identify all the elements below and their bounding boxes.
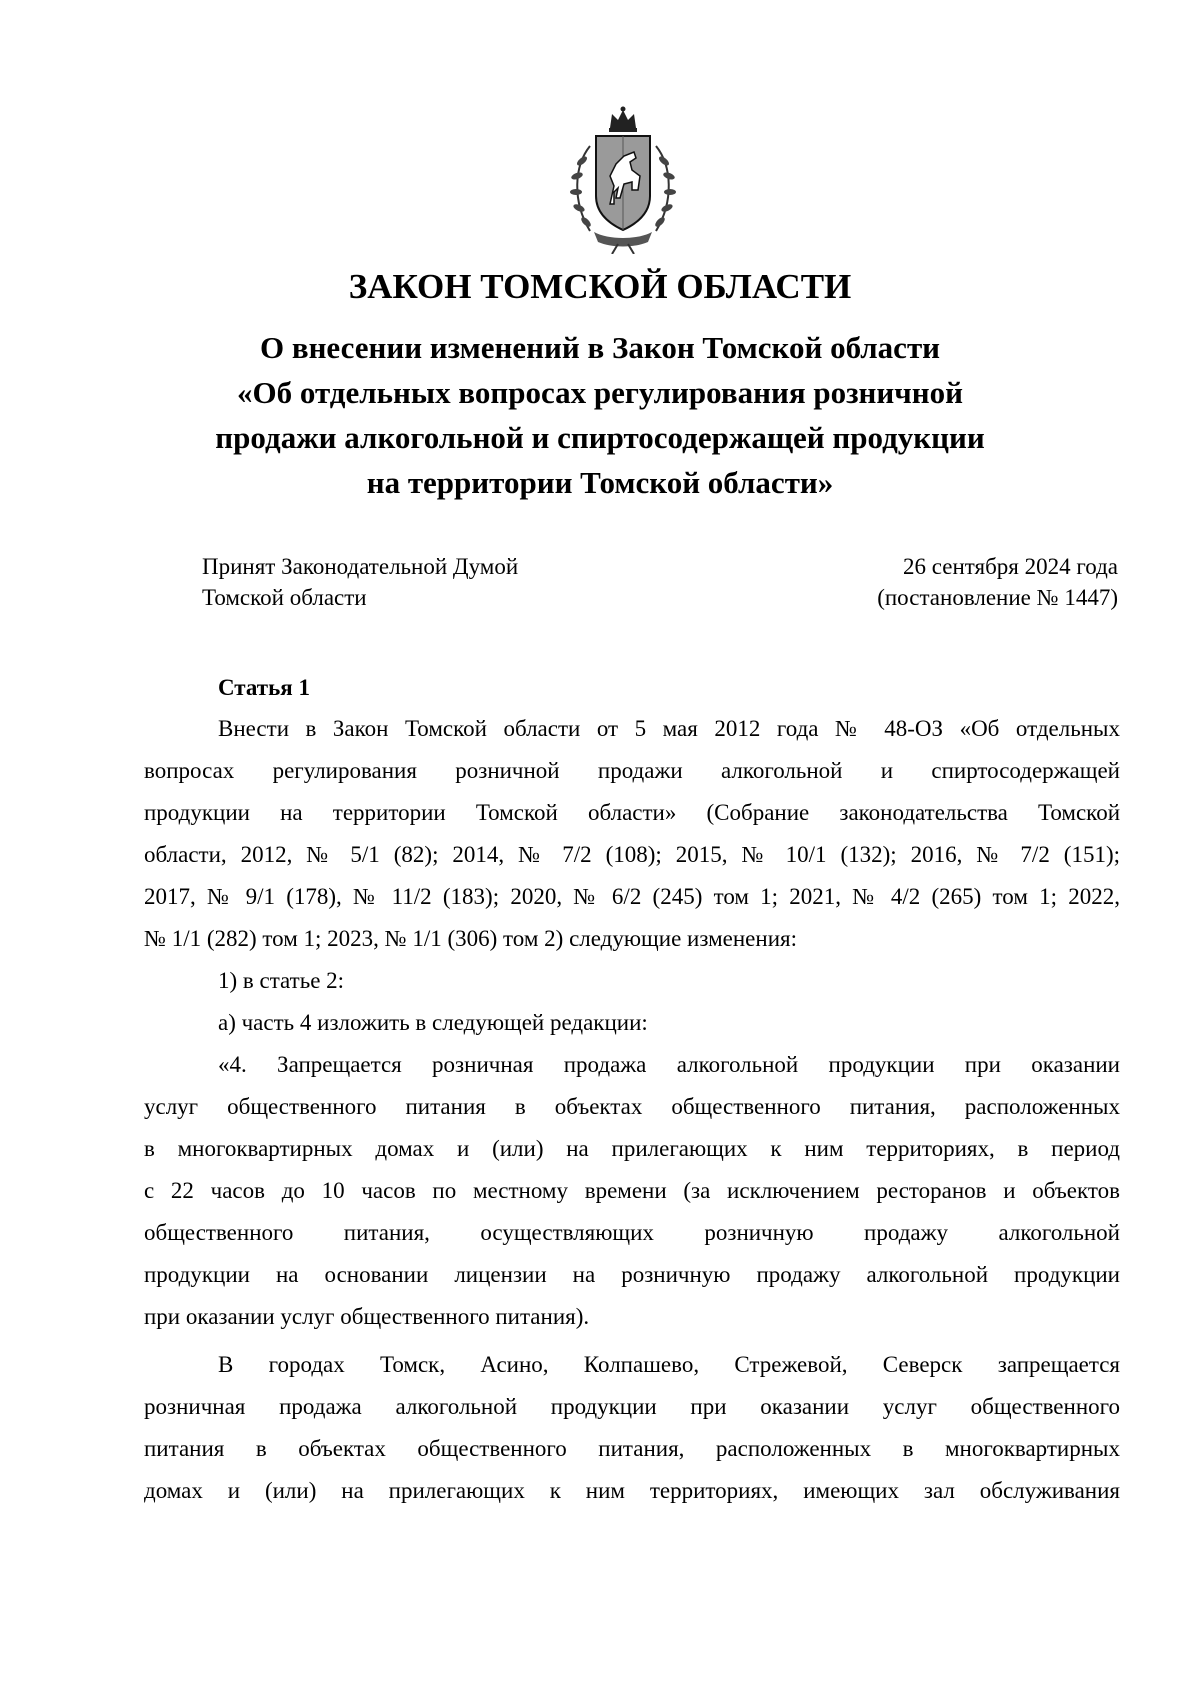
- adopted-by-line: Томской области: [202, 585, 367, 610]
- article-heading: Статья 1: [218, 675, 310, 700]
- body-line: а) часть 4 изложить в следующей редакции:: [218, 1010, 648, 1035]
- adoption-date-block: [877, 551, 1118, 613]
- adoption-date: 26 сентября 2024 года: [903, 554, 1118, 579]
- subtitle-line: «Об отдельных вопросах регулирования розничной: [237, 375, 963, 410]
- body-line: розничная продажа алкогольной продукции при оказании услуг общественного: [144, 1394, 1120, 1419]
- law-subtitle: [0, 325, 1200, 505]
- resolution-number: (постановление № 1447): [877, 585, 1118, 610]
- body-line: 2017, № 9/1 (178), № 11/2 (183); 2020, № 6/2 (245) том 1; 2021, № 4/2 (265) том 1; 2022,: [144, 884, 1120, 909]
- body-line: вопросах регулирования розничной продажи алкогольной и спиртосодержащей: [144, 758, 1120, 783]
- body-line: домах и (или) на прилегающих к ним территориях, имеющих зал обслуживания: [144, 1478, 1120, 1503]
- subtitle-line: на территории Томской области»: [366, 465, 834, 500]
- body-line: В городах Томск, Асино, Колпашево, Стрежевой, Северск запрещается: [218, 1352, 1120, 1377]
- subtitle-line: продажи алкогольной и спиртосодержащей продукции: [215, 420, 985, 455]
- body-line: Внести в Закон Томской области от 5 мая 2012 года № 48-ОЗ «Об отдельных: [218, 716, 1120, 741]
- body-line: с 22 часов до 10 часов по местному времени (за исключением ресторанов и объектов: [144, 1178, 1120, 1203]
- subtitle-line: О внесении изменений в Закон Томской области: [259, 330, 941, 365]
- law-title: ЗАКОН ТОМСКОЙ ОБЛАСТИ: [348, 267, 852, 306]
- body-line: питания в объектах общественного питания, расположенных в многоквартирных: [144, 1436, 1120, 1461]
- body-line: продукции на территории Томской области» (Собрание законодательства Томской: [144, 800, 1120, 825]
- body-line: общественного питания, осуществляющих розничную продажу алкогольной: [144, 1220, 1120, 1245]
- body-line: «4. Запрещается розничная продажа алкогольной продукции при оказании: [218, 1052, 1120, 1077]
- body-line: продукции на основании лицензии на розничную продажу алкогольной продукции: [144, 1262, 1120, 1287]
- body-line: при оказании услуг общественного питания).: [144, 1304, 590, 1329]
- adopted-by-line: Принят Законодательной Думой: [202, 554, 519, 579]
- body-line: в многоквартирных домах и (или) на прилегающих к ним территориях, в период: [144, 1136, 1120, 1161]
- tomsk-coat-of-arms-icon: [560, 106, 686, 254]
- body-line: области, 2012, № 5/1 (82); 2014, № 7/2 (108); 2015, № 10/1 (132); 2016, № 7/2 (151);: [144, 842, 1120, 867]
- body-line: услуг общественного питания в объектах общественного питания, расположенных: [144, 1094, 1120, 1119]
- adopted-by-block: [202, 551, 518, 613]
- body-line: № 1/1 (282) том 1; 2023, № 1/1 (306) том 2) следующие изменения:: [144, 926, 797, 951]
- body-line: 1) в статье 2:: [218, 968, 345, 993]
